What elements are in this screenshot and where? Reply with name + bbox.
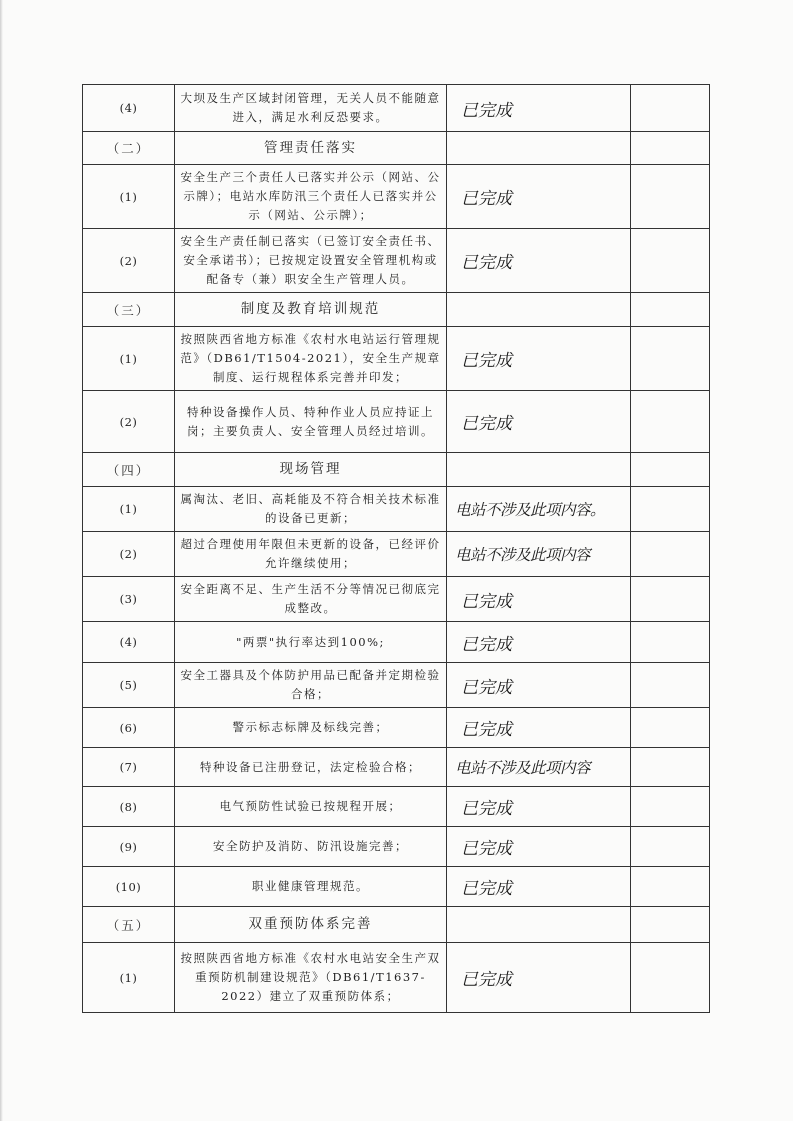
remarks-cell	[631, 453, 710, 487]
item-requirement: 特种设备已注册登记，法定检验合格；	[175, 748, 447, 787]
item-number: (7)	[83, 748, 175, 787]
handwritten-status: 已完成	[447, 165, 631, 229]
item-requirement: 按照陕西省地方标准《农村水电站安全生产双重预防机制建设规范》（DB61/T1637-2022）建立了双重预防体系；	[175, 943, 447, 1013]
remarks-cell	[631, 787, 710, 827]
handwritten-status: 已完成	[447, 787, 631, 827]
remarks-cell	[631, 132, 710, 165]
handwritten-status	[447, 453, 631, 487]
table-row	[83, 748, 710, 787]
section-row	[83, 453, 710, 487]
item-number: （五）	[83, 907, 175, 943]
remarks-cell	[631, 867, 710, 907]
table-row	[83, 85, 710, 132]
handwritten-status	[447, 907, 631, 943]
remarks-cell	[631, 577, 710, 622]
item-requirement: 安全防护及消防、防汛设施完善；	[175, 827, 447, 867]
item-number: (8)	[83, 787, 175, 827]
handwritten-status: 已完成	[447, 391, 631, 453]
item-number: (2)	[83, 391, 175, 453]
table-row	[83, 867, 710, 907]
scan-edge	[0, 0, 3, 1121]
item-requirement: 警示标志标牌及标线完善；	[175, 708, 447, 748]
remarks-cell	[631, 532, 710, 577]
remarks-cell	[631, 748, 710, 787]
table-row	[83, 663, 710, 708]
item-number: (1)	[83, 487, 175, 532]
item-requirement: 按照陕西省地方标准《农村水电站运行管理规范》（DB61/T1504-2021），安全生产规章制度、运行规程体系完善并印发；	[175, 327, 447, 391]
section-title: 现场管理	[175, 453, 447, 487]
handwritten-status: 已完成	[447, 327, 631, 391]
remarks-cell	[631, 229, 710, 293]
item-requirement: 职业健康管理规范。	[175, 867, 447, 907]
section-title: 制度及教育培训规范	[175, 293, 447, 327]
item-number: (2)	[83, 532, 175, 577]
item-number: (4)	[83, 622, 175, 663]
remarks-cell	[631, 293, 710, 327]
handwritten-status: 已完成	[447, 663, 631, 708]
table-row	[83, 532, 710, 577]
handwritten-status: 电站不涉及此项内容	[447, 532, 631, 577]
section-title: 管理责任落实	[175, 132, 447, 165]
item-number: (1)	[83, 943, 175, 1013]
item-number: (4)	[83, 85, 175, 132]
remarks-cell	[631, 165, 710, 229]
item-requirement: 大坝及生产区域封闭管理，无关人员不能随意进入，满足水利反恐要求。	[175, 85, 447, 132]
table-row	[83, 165, 710, 229]
table-row	[83, 708, 710, 748]
handwritten-status: 已完成	[447, 229, 631, 293]
remarks-cell	[631, 487, 710, 532]
handwritten-status	[447, 293, 631, 327]
table-row	[83, 787, 710, 827]
item-number: (2)	[83, 229, 175, 293]
table-row	[83, 327, 710, 391]
handwritten-status: 已完成	[447, 943, 631, 1013]
item-requirement: 特种设备操作人员、特种作业人员应持证上岗；主要负责人、安全管理人员经过培训。	[175, 391, 447, 453]
table-row	[83, 827, 710, 867]
remarks-cell	[631, 827, 710, 867]
item-requirement: 超过合理使用年限但未更新的设备，已经评价允许继续使用；	[175, 532, 447, 577]
handwritten-status: 已完成	[447, 85, 631, 132]
table-row	[83, 391, 710, 453]
item-number: （二）	[83, 132, 175, 165]
table-row	[83, 622, 710, 663]
remarks-cell	[631, 622, 710, 663]
handwritten-status: 已完成	[447, 867, 631, 907]
item-number: (9)	[83, 827, 175, 867]
section-row	[83, 293, 710, 327]
item-requirement: 电气预防性试验已按规程开展；	[175, 787, 447, 827]
item-number: (3)	[83, 577, 175, 622]
item-requirement: 安全生产责任制已落实（已签订安全责任书、安全承诺书）；已按规定设置安全管理机构或配备专（兼）职安全生产管理人员。	[175, 229, 447, 293]
handwritten-status: 已完成	[447, 577, 631, 622]
item-requirement: 安全生产三个责任人已落实并公示（网站、公示牌）；电站水库防汛三个责任人已落实并公示（网站、公示牌）；	[175, 165, 447, 229]
section-row	[83, 907, 710, 943]
checklist-table	[82, 84, 710, 1013]
item-number: （三）	[83, 293, 175, 327]
remarks-cell	[631, 663, 710, 708]
item-number: (1)	[83, 165, 175, 229]
item-number: (10)	[83, 867, 175, 907]
item-number: (1)	[83, 327, 175, 391]
remarks-cell	[631, 85, 710, 132]
remarks-cell	[631, 943, 710, 1013]
table-row	[83, 487, 710, 532]
item-requirement: 安全距离不足、生产生活不分等情况已彻底完成整改。	[175, 577, 447, 622]
item-number: （四）	[83, 453, 175, 487]
handwritten-status: 已完成	[447, 827, 631, 867]
item-requirement: "两票"执行率达到100%;	[175, 622, 447, 663]
handwritten-status: 电站不涉及此项内容。	[447, 487, 631, 532]
handwritten-status: 已完成	[447, 708, 631, 748]
remarks-cell	[631, 907, 710, 943]
table-row	[83, 577, 710, 622]
item-requirement: 属淘汰、老旧、高耗能及不符合相关技术标准的设备已更新；	[175, 487, 447, 532]
item-requirement: 安全工器具及个体防护用品已配备并定期检验合格；	[175, 663, 447, 708]
handwritten-status	[447, 132, 631, 165]
remarks-cell	[631, 391, 710, 453]
handwritten-status: 电站不涉及此项内容	[447, 748, 631, 787]
table-row	[83, 943, 710, 1013]
section-row	[83, 132, 710, 165]
remarks-cell	[631, 708, 710, 748]
remarks-cell	[631, 327, 710, 391]
handwritten-status: 已完成	[447, 622, 631, 663]
section-title: 双重预防体系完善	[175, 907, 447, 943]
table-row	[83, 229, 710, 293]
item-number: (6)	[83, 708, 175, 748]
item-number: (5)	[83, 663, 175, 708]
